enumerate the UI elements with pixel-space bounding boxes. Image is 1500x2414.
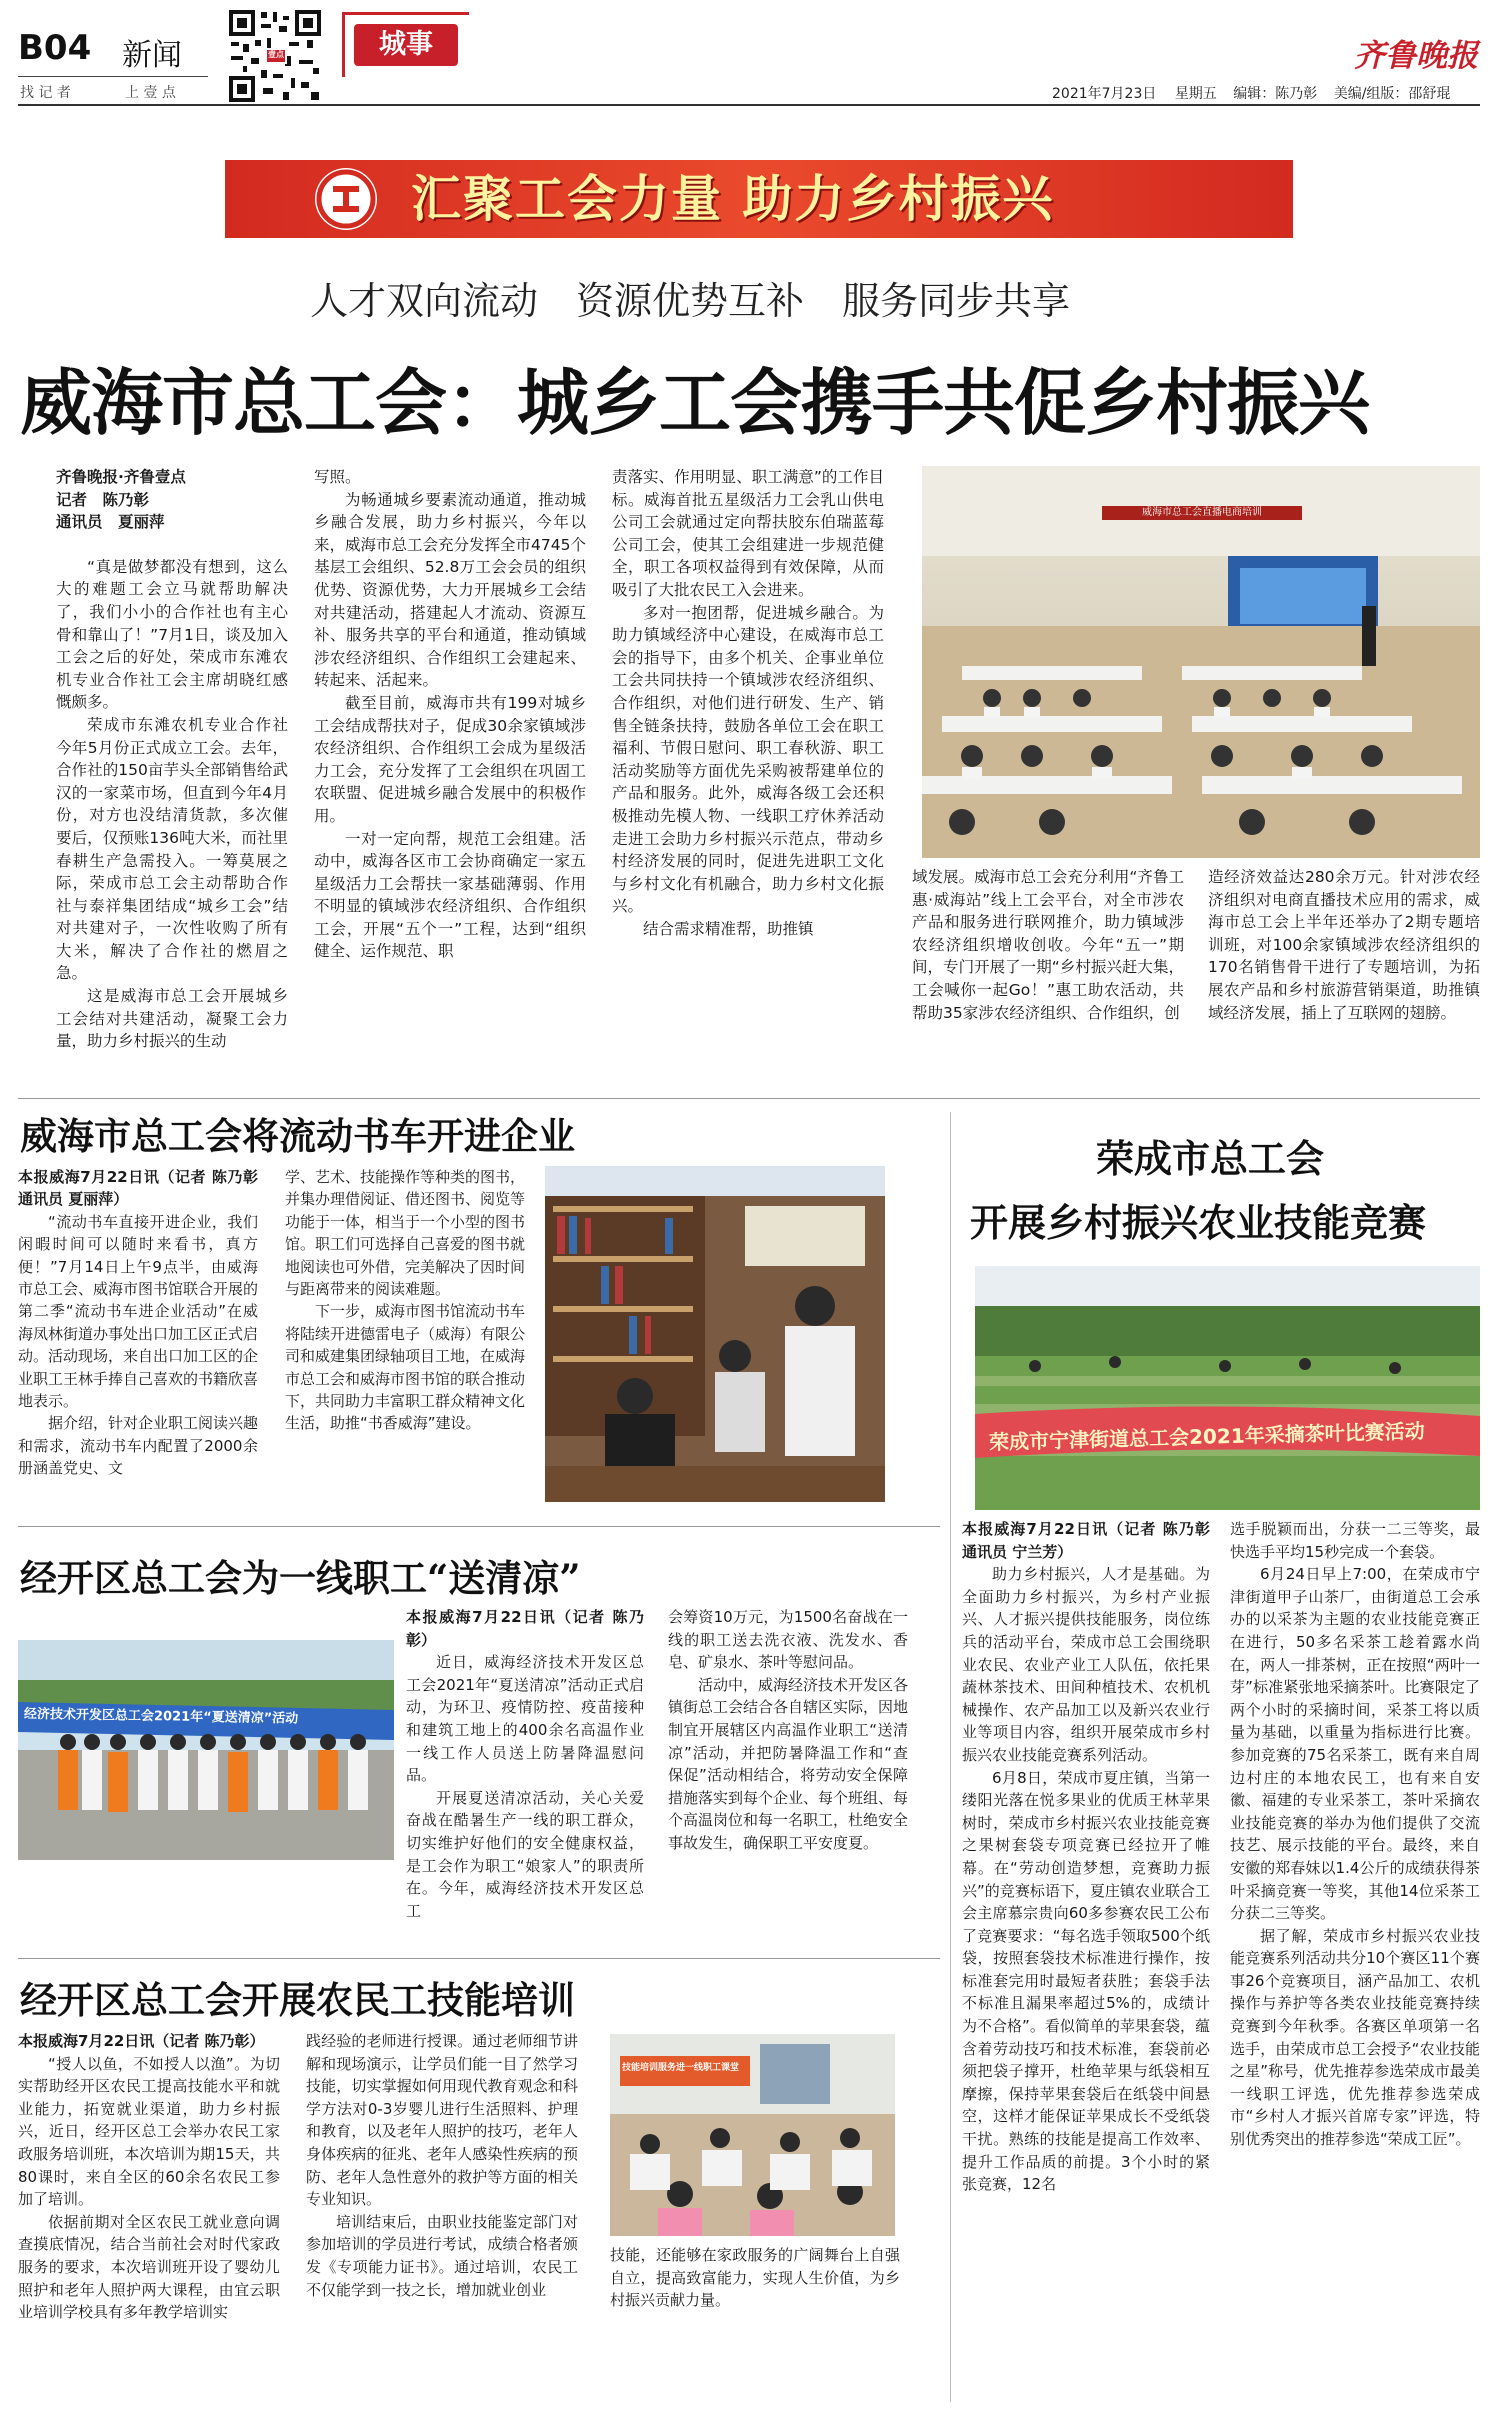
qr-code[interactable] [227, 8, 323, 104]
contest-photo-tea-picking [975, 1266, 1480, 1510]
lead-paragraph: 荣成市东滩农机专业合作社今年5月份正式成立工会。去年，合作社的150亩芋头全部销售给武汉的一家菜市场，但直到今年4月份，对方也没结清货款，多次催要后，仅预账136吨大米，而社里春耕生产急需投入。一筹莫展之际，荣成市总工会主动帮助合作社与泰祥集团结成“城乡工会”结对共建对子，一次性收购了所有大米，解决了合作社的燃眉之急。 [56, 715, 288, 983]
lead-paragraph: 结合需求精准帮，助推镇 [643, 919, 814, 938]
lead-byline-3: 通讯员 夏丽萍 [56, 513, 165, 532]
lead-paragraph: 域发展。威海市总工会充分利用“齐鲁工惠·威海站”线上工会平台，对全市涉农产品和服务进行联网推介，助力镇域涉农经济组织增收创收。今年“五一”期间，专门开展了一期“乡村振兴赶大集，工会喊你一起Go！”惠工助农活动，共帮助35家涉农经济组织、合作组织，创 [912, 868, 1184, 1022]
training-paragraph: “授人以鱼，不如授人以渔”。为切实帮助经开区农民工提高技能水平和就业能力，拓宽就业渠道，助力乡村振兴，近日，经开区总工会举办农民工家政服务培训班，本次培训为期15天，共80课时，来自全区的60余名农民工参加了培训。 [18, 2054, 280, 2209]
lead-paragraph: 为畅通城乡要素流动通道，推动城乡融合发展，助力乡村振兴，今年以来，威海市总工会充分发挥全市4745个基层工会组织、52.8万工会会员的组织优势、资源优势，大力开展城乡工会结对共建活动，搭建起人才流动、资源互补、服务共享的平台和通道，推动镇域涉农经济组织、合作组织工会建起来、转起来、活起来。 [314, 490, 586, 690]
contest-column-2 [1230, 1518, 1480, 2151]
lead-kicker: 人才双向流动 资源优势互补 服务同步共享 [310, 279, 1071, 323]
newspaper-brand: 齐鲁晚报 [1354, 38, 1478, 74]
column-divider [950, 1112, 951, 2402]
lead-paragraph: 多对一抱团帮，促进城乡融合。为助力镇域经济中心建设，在威海市总工会的指导下，由多个机关、企事业单位工会共同扶持一个镇域涉农经济组织、合作组织，对他们进行研发、生产、销售全链条扶持，鼓励各单位工会在职工福利、节假日慰问、职工春秋游、职工活动奖励等方面优先采购被帮建单位的产品和服务。此外，威海各级工会还积极推动先模人物、一线职工疗休养活动走进工会助力乡村振兴示范点，带动乡村经济发展的同时，促进先进职工文化与乡村文化有机融合，助力乡村文化振兴。 [612, 603, 884, 916]
books-paragraph: 据介绍，针对企业职工阅读兴趣和需求，流动书车内配置了2000余册涵盖党史、文 [18, 1414, 259, 1478]
issue-info [1052, 83, 1450, 103]
issue-date: 2021年7月23日 [1052, 86, 1157, 102]
lead-column-1 [56, 466, 288, 1053]
lead-paragraph: 写照。 [314, 468, 361, 486]
lead-byline-2: 记者 陈乃彰 [56, 490, 150, 509]
books-paragraph: “流动书车直接开进企业，我们闲暇时间可以随时来看书，真方便！”7月14日上午9点半，由威海市总工会、威海市图书馆联合开展的第二季“流动书车进企业活动”在威海凤林街道办事处出口加工区正式启动。活动现场，来自出口加工区的企业职工王林手捧自己喜欢的书籍欣喜地表示。 [18, 1212, 259, 1411]
books-column-2 [285, 1166, 525, 1435]
contest-paragraph: 6月8日，荣成市夏庄镇，当第一缕阳光落在悦多果业的优质王林苹果树时，荣成市乡村振兴农业技能竞赛之果树套袋专项竞赛已经拉开了帷幕。在“劳动创造梦想，竞赛助力振兴”的竞赛标语下，夏庄镇农业联合工会主席慕宗贵向60多参赛农民工公布了竞赛要求：“每名选手领取500个纸袋，按照套袋技术标准进行操作，按标准套完用时最短者获胜；套袋手法不标准且漏果率超过5%的，成绩计为不合格”。看似简单的苹果套袋，蕴含着劳动技巧和技术标准，套袋前必须把袋子撑开，杜绝苹果与纸袋相互摩擦，保持苹果套袋后在纸袋中间悬空，这样才能保证苹果成长不受纸袋干扰。熟练的技能是提高工作效率、提升工作品质的前提。3个小时的紧张竞赛，12名 [962, 1768, 1210, 2194]
section-divider [18, 1958, 940, 1959]
cool-paragraph: 近日，威海经济技术开发区总工会2021年“夏送清凉”活动正式启动，为环卫、疫情防控、疫苗接种和建筑工地上的400余名高温作业一线工作人员送上防暑降温慰问品。 [406, 1653, 644, 1785]
contest-column-1 [962, 1518, 1210, 2196]
union-logo-icon [315, 168, 377, 230]
lead-photo-screen-caption: 威海市总工会直播电商培训 [1142, 507, 1262, 518]
lead-photo-training-room [922, 466, 1480, 858]
qr-caption: 壹点 [268, 50, 284, 59]
cool-headline: 经开区总工会为一线职工“送清凉” [20, 1556, 581, 1600]
section-divider [18, 1098, 1480, 1099]
cool-paragraph: 活动中，威海经济技术开发区各镇街总工会结合各自辖区实际，因地制宜开展辖区内高温作业职工“送清凉”活动，并把防暑降温工作和“查保促”活动相结合，将劳动安全保障措施落实到每个企业、每个班组、每个高温岗位和每一名职工，杜绝安全事故发生，确保职工平安度夏。 [668, 1675, 909, 1852]
books-column-1 [18, 1166, 258, 1480]
contest-headline-2: 开展乡村振兴农业技能竞赛 [970, 1200, 1427, 1245]
issue-weekday: 星期五 [1174, 86, 1217, 102]
lead-paragraph: 造经济效益达280余万元。针对涉农经济组织对电商直播技术应用的需求，威海市总工会上半年还举办了2期专题培训班，对100余家镇域涉农经济组织的170名销售骨干进行了专题培训，为拓展农产品和乡村旅游营销渠道，助推镇域经济发展，插上了互联网的翅膀。 [1208, 868, 1480, 1022]
masthead-subtitle-right: 上 壹 点 [125, 85, 176, 101]
contest-paragraph: 6月24日早上7:00，在荣成市宁津街道甲子山茶厂，由街道总工会承办的以采茶为主题的农业技能竞赛正在进行，50多名采茶工趁着露水尚在，两人一排茶树，正在按照“两叶一芽”标准紧张地采摘茶叶。比赛限定了两个小时的采摘时间，采茶工将以质量为基础，以重量为指标进行比赛。参加竞赛的75名采茶工，既有来自周边村庄的本地农民工，也有来自安徽、福建的专业采茶工，茶叶采摘农业技能竞赛的举办为他们提供了交流技艺、展示技能的平台。最终，来自安徽的郑春妹以1.4公斤的成绩获得茶叶采摘竞赛一等奖，其他14位采茶工分获二三等奖。 [1230, 1565, 1480, 1923]
masthead [0, 0, 1500, 112]
training-column-2 [306, 2030, 578, 2301]
issue-editor: 编辑：陈乃彰 [1233, 86, 1318, 102]
training-paragraph: 培训结束后，由职业技能鉴定部门对参加培训的学员进行考试，成绩合格者颁发《专项能力证书》。通过培训，农民工不仅能学到一技之长，增加就业创业 [306, 2212, 578, 2299]
cool-paragraph: 开展夏送清凉活动，关心关爱奋战在酷暑生产一线的职工群众，切实维护好他们的安全健康权益，是工会作为职工“娘家人”的职责所在。今年，威海经济技术开发区总工 [406, 1788, 644, 1920]
lead-headline: 威海市总工会：城乡工会携手共促乡村振兴 [20, 360, 1370, 445]
training-paragraph: 践经验的老师进行授课。通过老师细节讲解和现场演示，让学员们能一目了然学习技能，切实掌握如何用现代教育观念和科学方法对0-3岁婴儿进行生活照料、护理和教育，以及老年人照护的技巧，老年人身体疾病的征兆、老年人感染性疾病的预防、老年人急性意外的救护等方面的相关专业知识。 [306, 2032, 578, 2209]
books-byline: 本报威海7月22日讯（记者 陈乃彰 通讯员 夏丽萍） [18, 1168, 258, 1209]
cool-photo-group [18, 1640, 394, 1860]
lead-column-5 [1208, 866, 1480, 1024]
training-photo-classroom [610, 2034, 895, 2236]
cool-column-2 [668, 1606, 908, 1855]
lead-column-3 [612, 466, 884, 940]
cool-byline: 本报威海7月22日讯（记者 陈乃彰） [406, 1608, 644, 1649]
section-divider [18, 1526, 940, 1527]
lead-paragraph: “真是做梦都没有想到，这么大的难题工会立马就帮助解决了，我们小小的合作社也有主心骨和靠山了！”7月1日，谈及加入工会之后的好处，荣成市东滩农机专业合作社工会主席胡晓红感慨颇多。 [56, 557, 288, 712]
issue-designer: 美编/组版：邵舒琨 [1333, 86, 1451, 102]
contest-paragraph: 选手脱颖而出，分获一二三等奖，最快选手平均15秒完成一个套袋。 [1230, 1520, 1480, 1561]
books-headline: 威海市总工会将流动书车开进企业 [20, 1114, 575, 1158]
section-name: 新闻 [122, 38, 182, 73]
training-photo-banner: 技能培训服务进一线职工课堂 [622, 2063, 740, 2073]
column-tag-label: 城事 [379, 29, 433, 60]
lead-column-4 [912, 866, 1184, 1024]
lead-column-2 [314, 466, 586, 963]
cool-paragraph: 会筹资10万元，为1500名奋战在一线的职工送去洗衣液、洗发水、香皂、矿泉水、茶叶等慰问品。 [668, 1608, 908, 1672]
training-paragraph: 依据前期对全区农民工就业意向调查摸底情况，结合当前社会对时代家政服务的要求，本次培训班开设了婴幼儿照护和老年人照护两大课程，由宜云职业培训学校具有多年教学培训实 [18, 2212, 280, 2322]
masthead-subtitle-left: 找 记 者 [20, 85, 71, 101]
contest-paragraph: 据了解，荣成市乡村振兴农业技能竞赛系列活动共分10个赛区11个赛事26个竞赛项目，涵产品加工、农机操作与养护等各类农业技能竞赛持续竞赛到今年秋季。各赛区单项第一名选手，由荣成市总工会授予“农业技能之星”称号，优先推荐参选荣成市最美一线职工评选，优先推荐参选荣成市“乡村人才振兴首席专家”评选，特别优秀突出的推荐参选“荣成工匠”。 [1230, 1926, 1480, 2149]
contest-byline: 本报威海7月22日讯（记者 陈乃彰 通讯员 宁兰芳） [962, 1520, 1210, 1561]
masthead-rule [18, 76, 208, 77]
lead-byline-1: 齐鲁晚报·齐鲁壹点 [56, 468, 186, 486]
training-column-1 [18, 2030, 280, 2324]
books-photo-bus-library [545, 1166, 885, 1502]
books-paragraph: 下一步，威海市图书馆流动书车将陆续开进德雷电子（威海）有限公司和威建集团绿轴项目工地，在威海市总工会和威海市图书馆的联合推动下，共同助力丰富职工群众精神文化生活，助推“书香威海”建设。 [285, 1302, 526, 1433]
cool-photo-banner: 经济技术开发区总工会2021年“夏送清凉”活动 [23, 1706, 299, 1727]
page-number: B04 [18, 28, 92, 68]
training-column-3 [610, 2244, 900, 2312]
contest-headline-1: 荣成市总工会 [1096, 1136, 1325, 1181]
training-paragraph: 技能，还能够在家政服务的广阔舞台上自强自立，提高致富能力，实现人生价值，为乡村振兴贡献力量。 [610, 2246, 900, 2310]
training-headline: 经开区总工会开展农民工技能培训 [20, 1978, 575, 2022]
contest-paragraph: 助力乡村振兴，人才是基础。为全面助力乡村振兴，为乡村产业振兴、人才振兴提供技能服务，岗位练兵的活动平台，荣成市总工会围绕职业农民、农业产业工人队伍，依托果蔬林茶技术、田间种植技术、农机机械操作、农产品加工以及新兴农业行业等项目内容，组织开展荣成市乡村振兴农业技能竞赛系列活动。 [962, 1565, 1210, 1764]
column-tag [354, 24, 458, 66]
banner-slogan: 汇聚工会力量 助力乡村振兴 [411, 169, 1055, 228]
training-byline: 本报威海7月22日讯（记者 陈乃彰） [18, 2032, 265, 2050]
cool-column-1 [406, 1606, 644, 1922]
lead-paragraph: 这是威海市总工会开展城乡工会结对共建活动，凝聚工会力量，助力乡村振兴的生动 [56, 987, 288, 1051]
books-paragraph: 学、艺术、技能操作等种类的图书，并集办理借阅证、借还图书、阅览等功能于一体，相当于一个小型的图书馆。职工们可选择自己喜爱的图书就地阅读也可外借，完美解决了因时间与距离带来的阅读难题。 [285, 1168, 526, 1299]
campaign-banner [225, 160, 1293, 238]
contest-photo-banner: 荣成市宁津街道总工会2021年采摘茶叶比赛活动 [988, 1418, 1425, 1455]
header-rule-top [18, 104, 1480, 106]
lead-paragraph: 一对一定向帮，规范工会组建。活动中，威海各区市工会协商确定一家五星级活力工会帮扶一家基础薄弱、作用不明显的镇域涉农经济组织、合作组织工会，开展“五个一”工程，达到“组织健全、运作规范、职 [314, 829, 586, 961]
lead-paragraph: 截至目前，威海市共有199对城乡工会结成帮扶对子，促成30余家镇域涉农经济组织、合作组织工会成为星级活力工会，充分发挥了工会组织在巩固工农联盟、促进城乡融合发展中的积极作用。 [314, 693, 586, 825]
lead-paragraph: 责落实、作用明显、职工满意”的工作目标。威海首批五星级活力工会乳山供电公司工会就通过定向帮扶胶东伯瑞蓝莓公司工会，使其工会组建进一步规范健全，职工各项权益得到有效保障，从而吸引了大批农民工入会进来。 [612, 468, 884, 599]
